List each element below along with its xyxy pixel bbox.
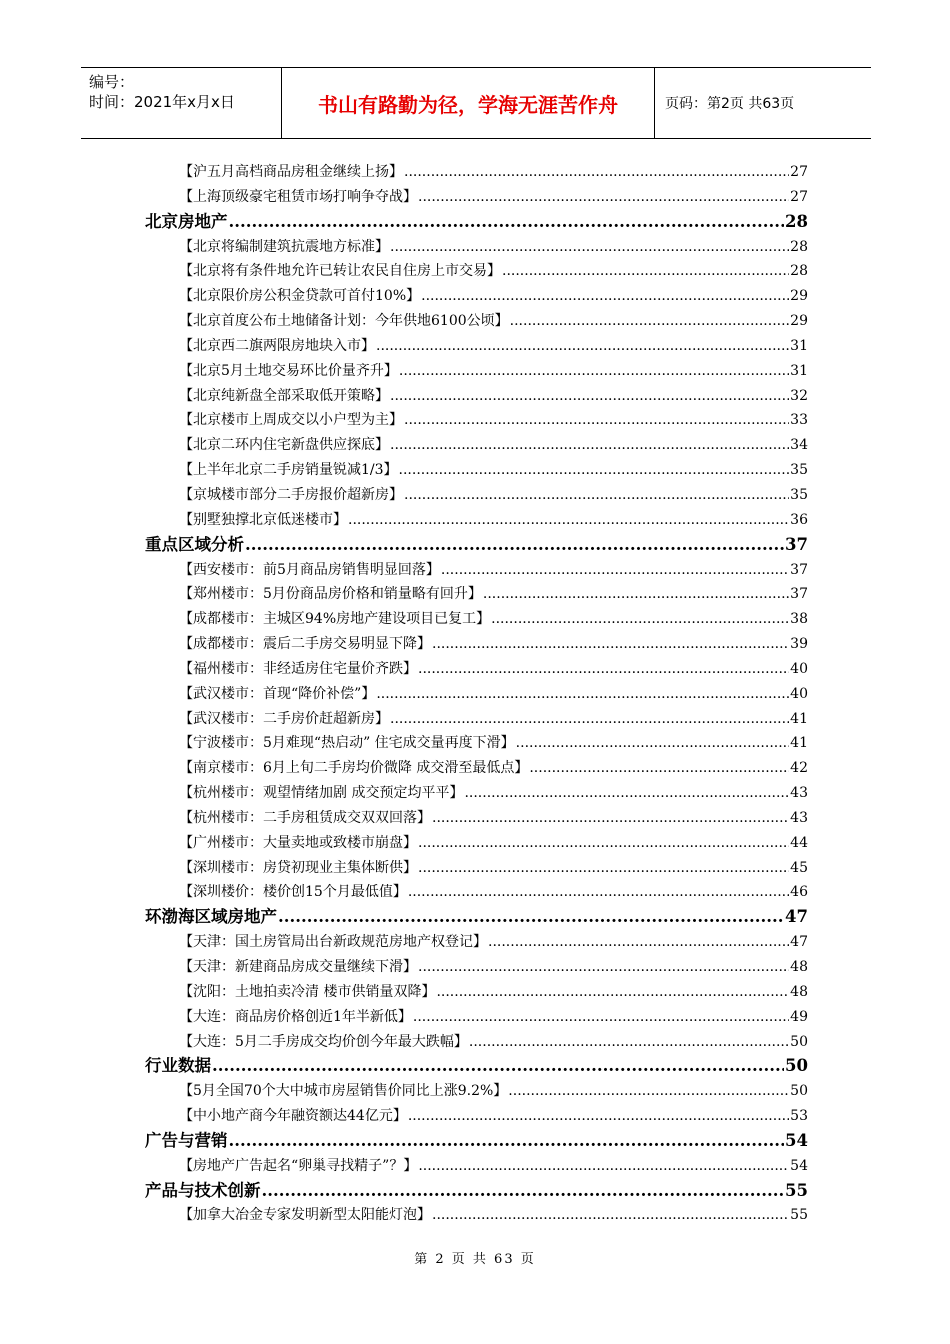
toc-entry-title: 【郑州楼市：5月份商品房价格和销量略有回升】 (179, 586, 482, 603)
toc-section-entry[interactable] (145, 1179, 808, 1204)
toc-entry-title: 【深圳楼价：楼价创15个月最低值】 (179, 884, 407, 901)
toc-leader-dots (376, 334, 789, 358)
toc-leader-dots (408, 1104, 789, 1128)
toc-entry-page-number: 47 (790, 934, 808, 951)
toc-entry-title: 【5月全国70个大中城市房屋销售价同比上涨9.2%】 (179, 1083, 508, 1100)
toc-entry[interactable] (145, 1005, 808, 1030)
header-page-info: 页码：第2页 共63页 (665, 96, 795, 112)
toc-entry-title: 【武汉楼市：首现“降价补偿”】 (179, 685, 376, 702)
toc-leader-dots (421, 284, 789, 308)
toc-entry[interactable] (145, 408, 808, 433)
toc-entry-title: 【加拿大冶金专家发明新型太阳能灯泡】 (179, 1207, 431, 1224)
toc-entry-title: 【杭州楼市：观望情绪加剧 成交预定均平平】 (179, 785, 464, 802)
toc-entry-page-number: 43 (790, 809, 808, 826)
toc-leader-dots (508, 1079, 789, 1103)
toc-leader-dots (212, 1054, 784, 1078)
toc-entry-title: 【北京将编制建筑抗震地方标准】 (179, 238, 389, 255)
toc-entry-page-number: 41 (790, 735, 808, 752)
toc-entry[interactable] (145, 632, 808, 657)
toc-entry-page-number: 46 (790, 884, 808, 901)
toc-entry-page-number: 53 (790, 1108, 808, 1125)
toc-entry[interactable] (145, 806, 808, 831)
toc-entry-title: 【宁波楼市：5月难现“热启动” 住宅成交量再度下滑】 (179, 735, 515, 752)
toc-leader-dots (441, 558, 789, 582)
toc-entry-title: 【上半年北京二手房销量锐减1/3】 (179, 462, 398, 479)
toc-entry[interactable] (145, 284, 808, 309)
toc-entry-page-number: 36 (790, 511, 808, 528)
toc-entry[interactable] (145, 334, 808, 359)
toc-entry-title: 【北京纯新盘全部采取低开策略】 (179, 387, 389, 404)
toc-entry[interactable] (145, 756, 808, 781)
toc-entry[interactable] (145, 1203, 808, 1228)
toc-leader-dots (418, 185, 789, 209)
toc-entry[interactable] (145, 930, 808, 955)
toc-entry[interactable] (145, 1030, 808, 1055)
toc-entry-title: 【北京西二旗两限房地块入市】 (179, 337, 375, 354)
toc-entry-title: 【别墅独撑北京低迷楼市】 (179, 511, 347, 528)
toc-entry-title: 【大连：商品房价格创近1年半新低】 (179, 1008, 412, 1025)
toc-entry-title: 【大连：5月二手房成交均价创今年最大跌幅】 (179, 1033, 468, 1050)
toc-leader-dots (418, 1154, 789, 1178)
toc-leader-dots (483, 582, 789, 606)
toc-entry[interactable] (145, 359, 808, 384)
toc-entry-title: 【京城楼市部分二手房报价超新房】 (179, 486, 403, 503)
toc-entry[interactable] (145, 831, 808, 856)
toc-section-entry[interactable] (145, 1129, 808, 1154)
toc-leader-dots (404, 483, 789, 507)
toc-entry-page-number: 40 (790, 660, 808, 677)
toc-entry[interactable] (145, 1154, 808, 1179)
toc-entry[interactable] (145, 856, 808, 881)
toc-section-entry[interactable] (145, 905, 808, 930)
toc-entry[interactable] (145, 1079, 808, 1104)
toc-entry-title: 【成都楼市：震后二手房交易明显下降】 (179, 636, 431, 653)
page-header (81, 67, 871, 139)
toc-leader-dots (491, 607, 789, 631)
toc-entry-page-number: 48 (790, 983, 808, 1000)
toc-entry-title: 【福州楼市：非经适房住宅量价齐跌】 (179, 660, 417, 677)
toc-entry-title: 【北京限价房公积金贷款可首付10%】 (179, 288, 421, 305)
toc-entry[interactable] (145, 657, 808, 682)
toc-entry-page-number: 42 (790, 760, 808, 777)
toc-leader-dots (229, 210, 785, 234)
toc-entry-page-number: 50 (790, 1083, 808, 1100)
toc-leader-dots (245, 533, 784, 557)
toc-entry[interactable] (145, 508, 808, 533)
toc-entry-title: 【西安楼市：前5月商品房销售明显回落】 (179, 561, 440, 578)
toc-section-entry[interactable] (145, 210, 808, 235)
toc-entry-title: 【北京二环内住宅新盘供应探底】 (179, 437, 389, 454)
toc-leader-dots (432, 806, 789, 830)
toc-leader-dots (469, 1030, 789, 1054)
toc-leader-dots (418, 856, 789, 880)
toc-entry-page-number: 33 (790, 412, 808, 429)
toc-entry[interactable] (145, 707, 808, 732)
toc-leader-dots (464, 781, 789, 805)
toc-entry-page-number: 27 (790, 188, 808, 205)
toc-entry[interactable] (145, 433, 808, 458)
toc-entry-page-number: 54 (785, 1130, 808, 1150)
toc-entry-title: 【沈阳：土地拍卖冷清 楼市供销量双降】 (179, 983, 436, 1000)
toc-entry-title: 【北京楼市上周成交以小户型为主】 (179, 412, 403, 429)
toc-entry-page-number: 38 (790, 611, 808, 628)
toc-leader-dots (510, 309, 790, 333)
toc-entry-title: 【北京将有条件地允许已转让农民自住房上市交易】 (179, 263, 501, 280)
toc-leader-dots (229, 1129, 785, 1153)
toc-entry-page-number: 37 (790, 586, 808, 603)
toc-leader-dots (399, 359, 789, 383)
toc-leader-dots (262, 1179, 785, 1203)
toc-entry-page-number: 44 (790, 834, 808, 851)
toc-entry[interactable] (145, 235, 808, 260)
toc-leader-dots (390, 235, 789, 259)
toc-leader-dots (404, 160, 789, 184)
toc-entry-title: 【天津：国土房管局出台新政规范房地产权登记】 (179, 934, 487, 951)
toc-leader-dots (278, 905, 784, 929)
toc-entry-page-number: 29 (790, 313, 808, 330)
toc-entry[interactable] (145, 1104, 808, 1129)
toc-entry[interactable] (145, 880, 808, 905)
toc-leader-dots (348, 508, 789, 532)
toc-entry-page-number: 31 (790, 362, 808, 379)
toc-entry[interactable] (145, 607, 808, 632)
toc-entry-page-number: 35 (790, 486, 808, 503)
toc-leader-dots (390, 384, 789, 408)
toc-entry[interactable] (145, 384, 808, 409)
toc-section-entry[interactable] (145, 533, 808, 558)
toc-entry-page-number: 37 (790, 561, 808, 578)
toc-entry[interactable] (145, 160, 808, 185)
toc-leader-dots (529, 756, 789, 780)
toc-leader-dots (390, 707, 789, 731)
toc-entry-page-number: 27 (790, 164, 808, 180)
toc-entry-page-number: 50 (785, 1056, 808, 1076)
toc-entry-title: 【中小地产商今年融资额达44亿元】 (179, 1108, 407, 1125)
toc-entry-title: 【北京5月土地交易环比价量齐升】 (179, 362, 398, 379)
toc-entry-title: 重点区域分析 (145, 534, 244, 554)
toc-entry-title: 【深圳楼市：房贷初现业主集体断供】 (179, 859, 417, 876)
toc-entry-title: 【成都楼市：主城区94%房地产建设项目已复工】 (179, 611, 491, 628)
toc-entry-page-number: 29 (790, 288, 808, 305)
toc-entry[interactable] (145, 483, 808, 508)
toc-entry[interactable] (145, 682, 808, 707)
header-number-label: 编号： (89, 73, 135, 91)
header-motto: 书山有路勤为径，学海无涯苦作舟 (281, 68, 655, 138)
toc-entry-page-number: 40 (790, 685, 808, 702)
toc-leader-dots (488, 930, 789, 954)
toc-entry-title: 【杭州楼市：二手房租赁成交双双回落】 (179, 809, 431, 826)
toc-entry-page-number: 28 (790, 238, 808, 255)
toc-leader-dots (418, 831, 789, 855)
header-meta (81, 68, 281, 138)
toc-entry-page-number: 35 (790, 462, 808, 479)
toc-entry-page-number: 47 (785, 907, 808, 927)
toc-entry-title: 行业数据 (145, 1056, 211, 1076)
toc-entry[interactable] (145, 731, 808, 756)
toc-entry-page-number: 49 (790, 1008, 808, 1025)
toc-entry-title: 【上海顶级豪宅租赁市场打响争夺战】 (179, 188, 417, 205)
toc-entry[interactable] (145, 980, 808, 1005)
toc-entry[interactable] (145, 458, 808, 483)
toc-leader-dots (413, 1005, 789, 1029)
toc-entry-page-number: 55 (790, 1207, 808, 1224)
toc-leader-dots (390, 433, 789, 457)
toc-entry-page-number: 41 (790, 710, 808, 727)
table-of-contents (145, 160, 808, 1228)
toc-leader-dots (502, 259, 789, 283)
toc-entry-page-number: 48 (790, 959, 808, 975)
toc-leader-dots (436, 980, 789, 1004)
toc-entry-title: 广告与营销 (145, 1130, 228, 1150)
toc-leader-dots (432, 632, 789, 656)
toc-leader-dots (376, 682, 789, 706)
toc-leader-dots (418, 955, 789, 979)
toc-entry-title: 【房地产广告起名“卵巢寻找精子”？】 (179, 1157, 418, 1174)
page-footer: 第 2 页 共 63 页 (414, 1252, 536, 1267)
toc-entry-title: 【天津：新建商品房成交量继续下滑】 (179, 959, 417, 975)
toc-entry-page-number: 50 (790, 1033, 808, 1050)
toc-entry-title: 环渤海区域房地产 (145, 907, 277, 927)
toc-entry-page-number: 55 (785, 1180, 808, 1200)
toc-leader-dots (418, 657, 789, 681)
toc-entry-page-number: 43 (790, 785, 808, 802)
toc-entry[interactable] (145, 259, 808, 284)
toc-entry-page-number: 31 (790, 337, 808, 354)
toc-entry[interactable] (145, 781, 808, 806)
toc-entry-page-number: 32 (790, 387, 808, 404)
toc-entry-title: 【武汉楼市：二手房价赶超新房】 (179, 710, 389, 727)
toc-entry[interactable] (145, 309, 808, 334)
toc-entry[interactable] (145, 185, 808, 210)
toc-entry-page-number: 45 (790, 859, 808, 876)
toc-entry-title: 产品与技术创新 (145, 1180, 261, 1200)
toc-entry-title: 【北京首度公布土地储备计划：今年供地6100公顷】 (179, 313, 509, 330)
toc-leader-dots (399, 458, 790, 482)
toc-entry-title: 北京房地产 (145, 211, 228, 231)
toc-entry-title: 【广州楼市：大量卖地或致楼市崩盘】 (179, 834, 417, 851)
toc-entry-page-number: 54 (790, 1157, 808, 1174)
toc-entry[interactable] (145, 558, 808, 583)
toc-section-entry[interactable] (145, 1054, 808, 1079)
toc-entry[interactable] (145, 955, 808, 980)
toc-leader-dots (408, 880, 789, 904)
toc-leader-dots (432, 1203, 789, 1227)
toc-entry-title: 【南京楼市：6月上旬二手房均价微降 成交滑至最低点】 (179, 760, 529, 777)
toc-leader-dots (404, 408, 789, 432)
header-time-label: 时间：2021年x月x日 (89, 93, 235, 111)
toc-entry-page-number: 39 (790, 636, 808, 653)
toc-entry-title: 【沪五月高档商品房租金继续上扬】 (179, 164, 403, 180)
toc-entry[interactable] (145, 582, 808, 607)
toc-entry-page-number: 34 (790, 437, 808, 454)
toc-leader-dots (516, 731, 790, 755)
toc-entry-page-number: 28 (790, 263, 808, 280)
toc-entry-page-number: 37 (785, 534, 808, 554)
toc-entry-page-number: 28 (785, 211, 808, 231)
